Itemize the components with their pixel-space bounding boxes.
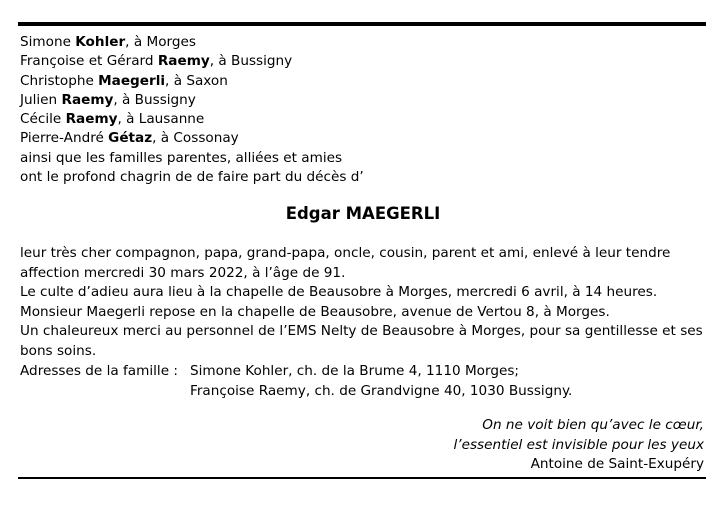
tribute-paragraph: leur très cher compagnon, papa, grand-papa, oncle, cousin, parent et ami, enlevé à leur tendre affection mercredi 30 mars 2022, à l’âge de 91.	[20, 245, 671, 281]
addresses-label: Adresses de la famille :	[20, 363, 178, 379]
quote-line-2: l’essentiel est invisible pour les yeux	[453, 436, 704, 453]
top-rule	[18, 22, 706, 26]
quote-author: Antoine de Saint-Exupéry	[530, 456, 704, 472]
thanks-paragraph: Un chaleureux merci au personnel de l’EMS Nelty de Beausobre à Morges, pour sa gentillesse et ses bons soins.	[20, 323, 703, 359]
signatory-line: Simone Kohler, à Morges	[20, 34, 196, 50]
announce-line: ont le profond chagrin de de faire part du décès d’	[20, 169, 364, 186]
bottom-rule	[18, 477, 706, 479]
families-line: ainsi que les familles parentes, alliées et amies	[20, 149, 343, 166]
address-line-2: Françoise Raemy, ch. de Grandvigne 40, 1030 Bussigny.	[190, 382, 573, 399]
signatory-line: Françoise et Gérard Raemy, à Bussigny	[20, 53, 293, 70]
notice-body	[20, 244, 710, 361]
signatory-surname: Raemy	[65, 111, 118, 128]
signatory-surname: Raemy	[61, 91, 114, 108]
signatory-surname: Gétaz	[108, 130, 153, 147]
quote-line-1: On ne voit bien qu’avec le cœur,	[482, 417, 704, 433]
signatory-line: Cécile Raemy, à Lausanne	[20, 111, 205, 128]
address-line-1: Simone Kohler, ch. de la Brume 4, 1110 Morges;	[190, 363, 519, 379]
signatory-surname: Raemy	[157, 53, 210, 70]
deceased-name: Edgar MAEGERLI	[285, 204, 441, 223]
closing-quote	[453, 416, 704, 475]
signatories-list	[20, 33, 364, 187]
signatory-surname: Maegerli	[98, 72, 166, 89]
signatory-line: Julien Raemy, à Bussigny	[20, 91, 196, 108]
signatory-surname: Kohler	[75, 34, 126, 50]
signatory-line: Pierre-André Gétaz, à Cossonay	[20, 130, 239, 147]
service-paragraph: Le culte d’adieu aura lieu à la chapelle de Beausobre à Morges, mercredi 6 avril, à 14 heures.	[20, 284, 658, 300]
rest-paragraph: Monsieur Maegerli repose en la chapelle de Beausobre, avenue de Vertou 8, à Morges.	[20, 303, 610, 320]
signatory-line: Christophe Maegerli, à Saxon	[20, 72, 228, 89]
